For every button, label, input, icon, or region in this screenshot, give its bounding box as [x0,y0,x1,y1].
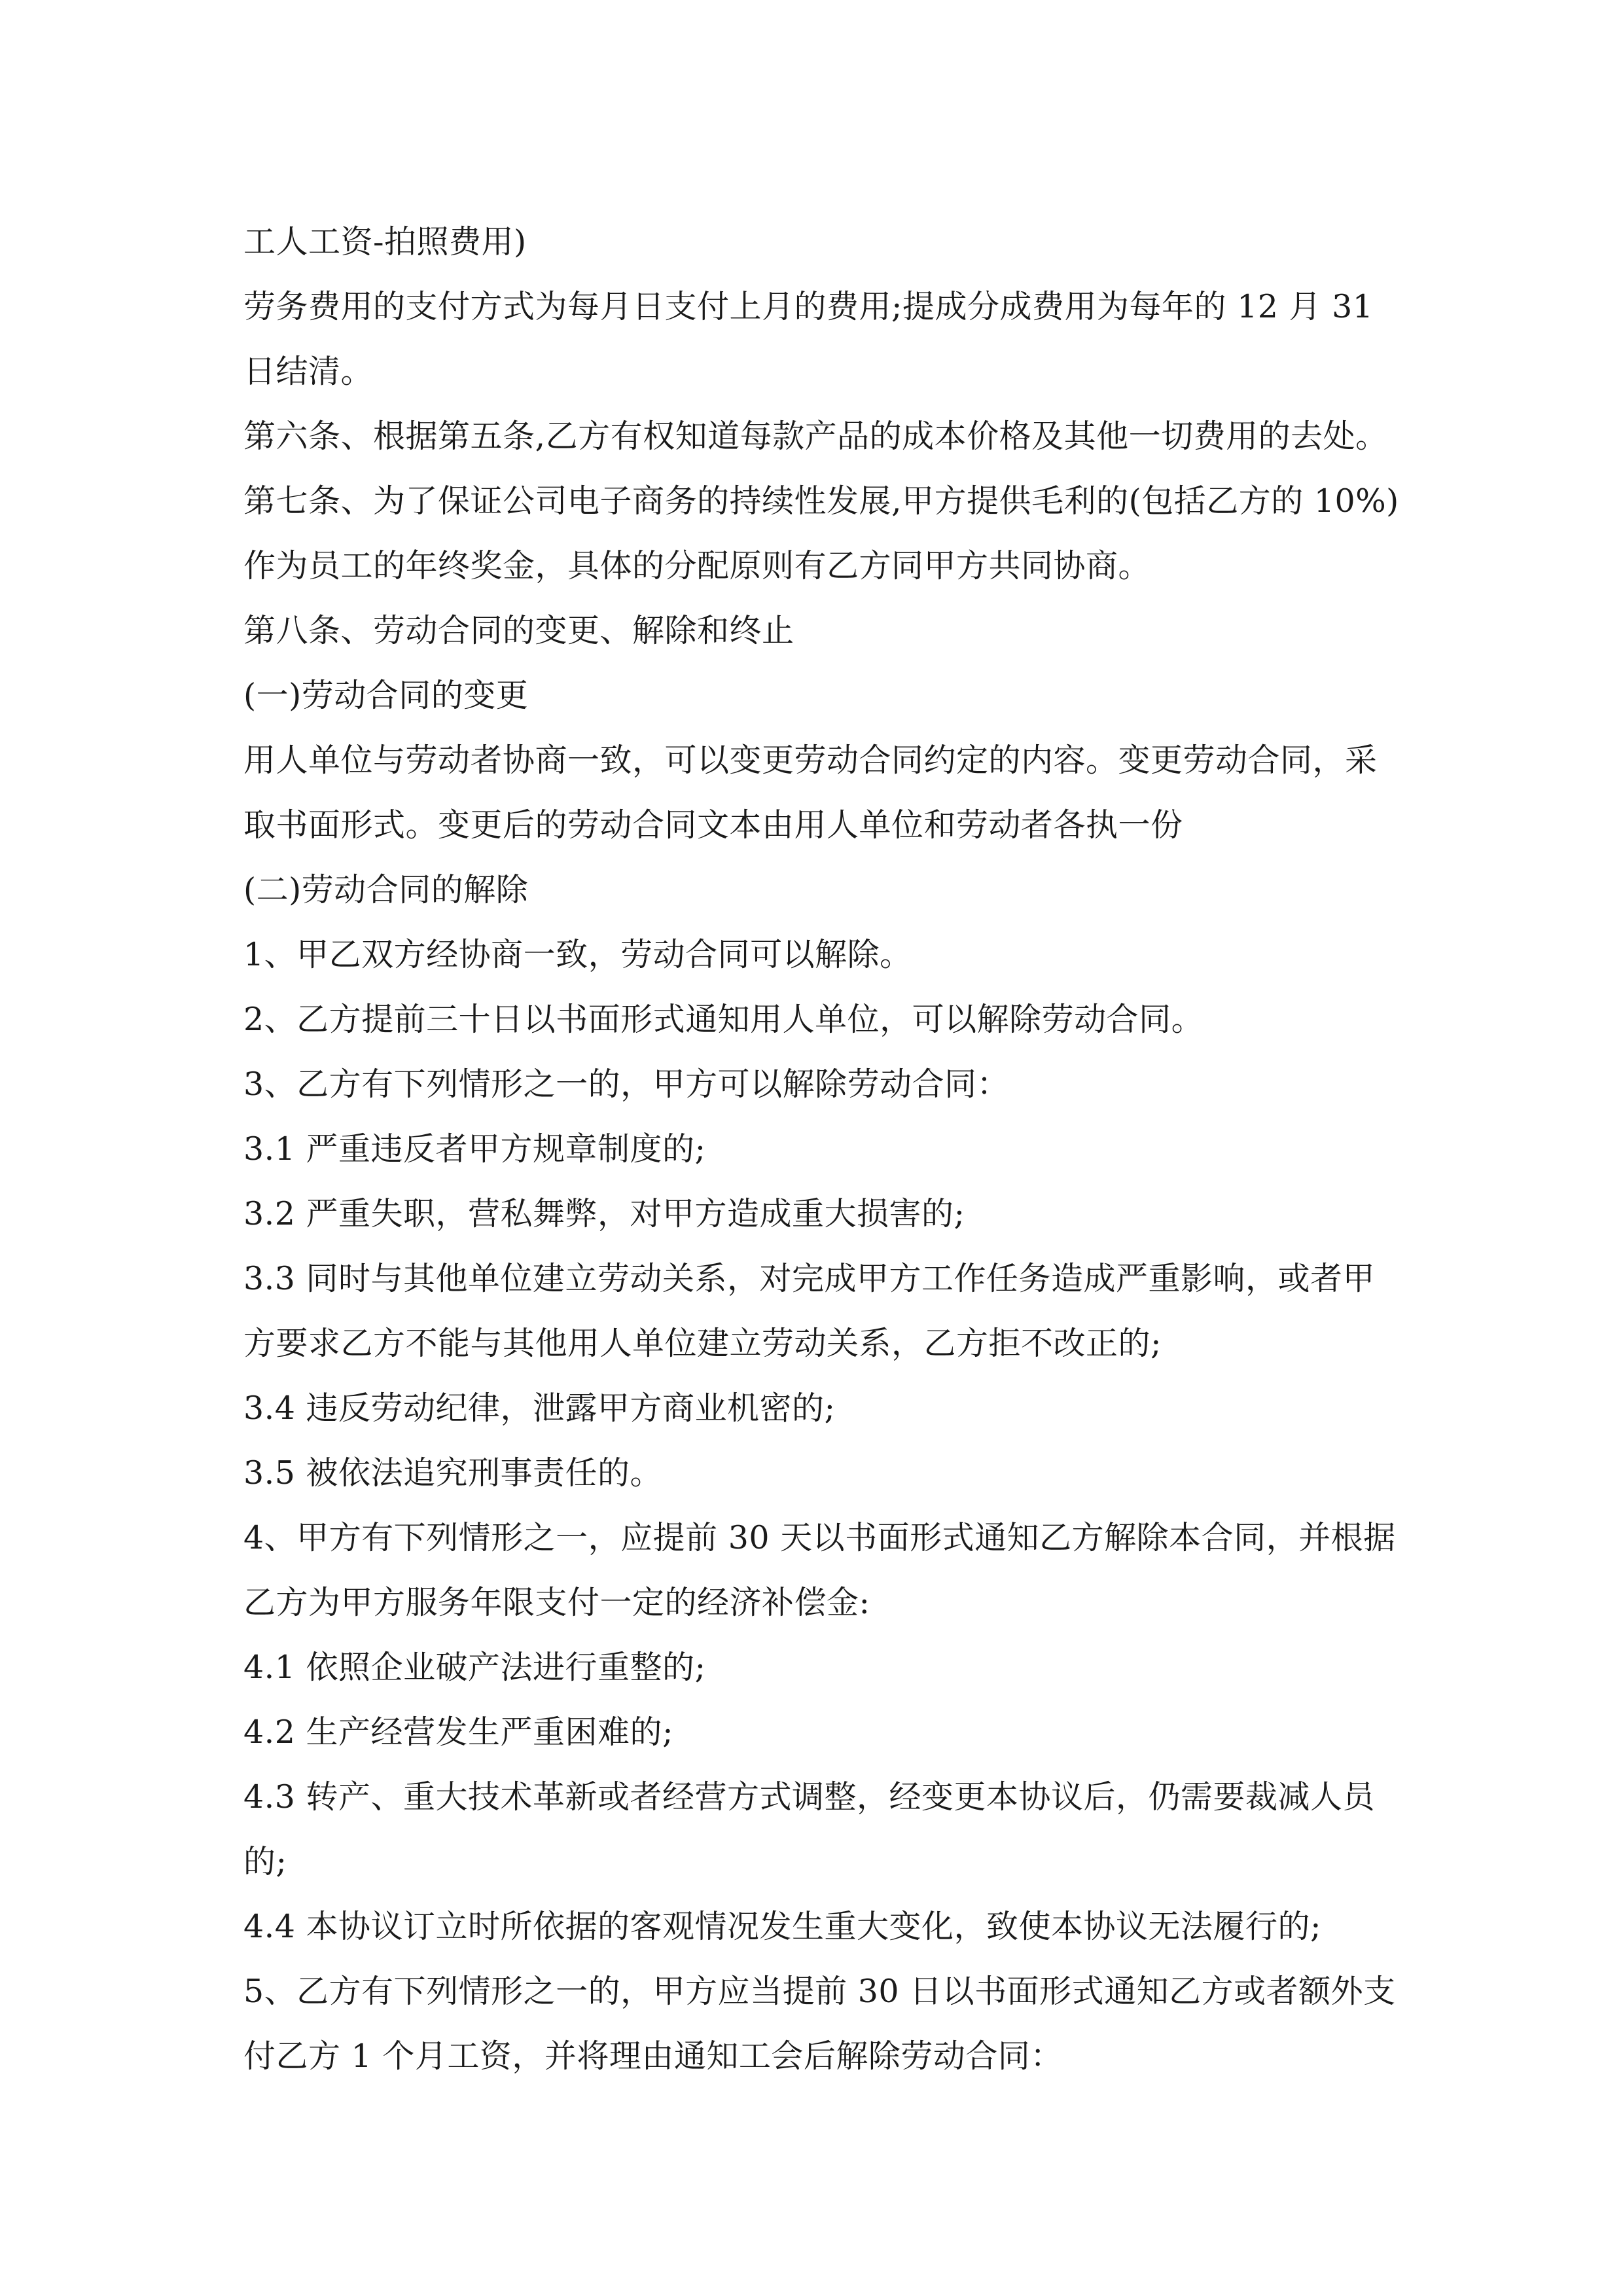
text-line: 日结清。 [243,353,374,390]
text-line: 作为员工的年终奖金，具体的分配原则有乙方同甲方共同协商。 [243,547,1151,584]
text-line: 第六条、根据第五条,乙方有权知道每款产品的成本价格及其他一切费用的去处。 [243,418,1388,455]
list-item: 4.3 转产、重大技术革新或者经营方式调整，经变更本协议后，仍需要裁减人员 [243,1778,1376,1816]
list-item: 3.2 严重失职，营私舞弊，对甲方造成重大损害的; [243,1195,965,1232]
text-line: 取书面形式。变更后的劳动合同文本由用人单位和劳动者各执一份 [243,806,1183,844]
list-item: 4.4 本协议订立时所依据的客观情况发生重大变化，致使本协议无法履行的; [243,1908,1322,1945]
text-line: 乙方为甲方服务年限支付一定的经济补偿金: [243,1584,870,1621]
text-line: 方要求乙方不能与其他用人单位建立劳动关系，乙方拒不改正的; [243,1325,1162,1362]
subsection-heading: (一)劳动合同的变更 [243,677,529,714]
section-heading: 第八条、劳动合同的变更、解除和终止 [243,612,794,649]
list-item: 3.3 同时与其他单位建立劳动关系，对完成甲方工作任务造成严重影响，或者甲 [243,1260,1376,1297]
list-item: 3.4 违反劳动纪律，泄露甲方商业机密的; [243,1390,836,1427]
text-line: 工人工资-拍照费用) [243,223,527,260]
text-line: 付乙方 1 个月工资，并将理由通知工会后解除劳动合同： [243,2037,1063,2075]
list-item: 4.2 生产经营发生严重困难的; [243,1713,674,1751]
list-item: 2、乙方提前三十日以书面形式通知用人单位，可以解除劳动合同。 [243,1001,1204,1038]
list-item: 4、甲方有下列情形之一，应提前 30 天以书面形式通知乙方解除本合同，并根据 [243,1519,1396,1556]
text-line: 的; [243,1843,287,1880]
list-item: 5、乙方有下列情形之一的，甲方应当提前 30 日以书面形式通知乙方或者额外支 [243,1973,1396,2010]
list-item: 3.5 被依法追究刑事责任的。 [243,1454,663,1492]
text-line: 劳务费用的支付方式为每月日支付上月的费用;提成分成费用为每年的 12 月 31 [243,288,1374,325]
subsection-heading: (二)劳动合同的解除 [243,871,529,908]
list-item: 3.1 严重违反者甲方规章制度的; [243,1130,706,1168]
text-line: 第七条、为了保证公司电子商务的持续性发展,甲方提供毛利的(包括乙方的 10%) [243,482,1399,520]
text-line: 用人单位与劳动者协商一致，可以变更劳动合同约定的内容。变更劳动合同，采 [243,742,1378,779]
list-item: 3、乙方有下列情形之一的，甲方可以解除劳动合同： [243,1066,1010,1103]
document-body [243,209,1399,2089]
list-item: 1、甲乙双方经协商一致，劳动合同可以解除。 [243,936,912,973]
list-item: 4.1 依照企业破产法进行重整的; [243,1649,706,1686]
